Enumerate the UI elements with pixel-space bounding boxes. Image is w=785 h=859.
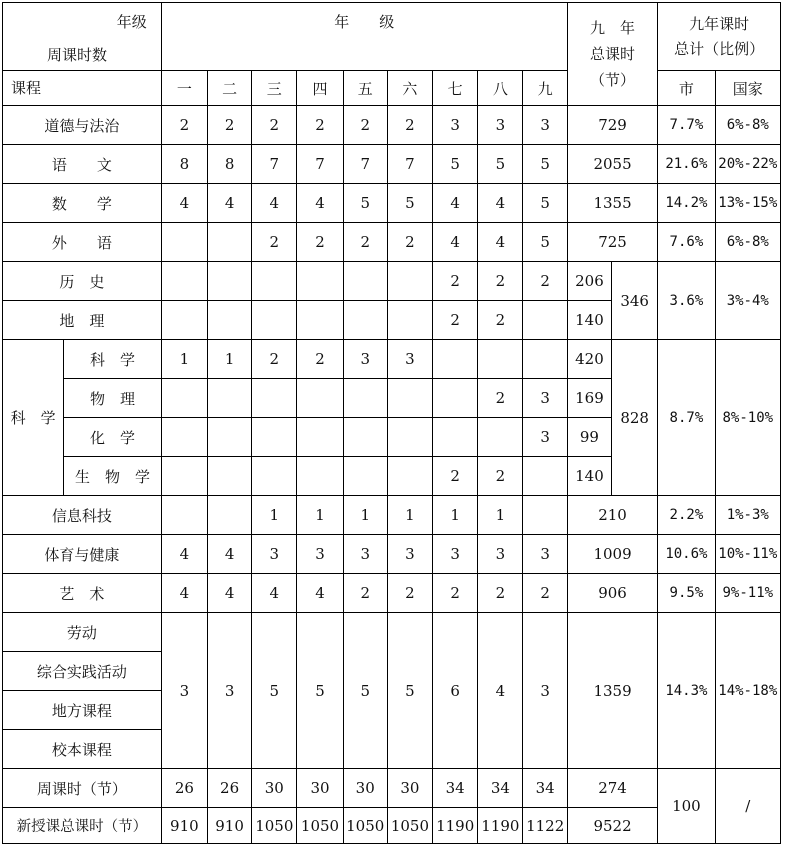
corner-course-label: 课程 [11,79,42,97]
nation-ratio: 8%-10% [715,340,780,496]
nation-header: 国家 [715,71,780,106]
cell: 5 [343,184,387,223]
nation-ratio: 3%-4% [715,262,780,340]
cell: 5 [387,613,432,769]
cell: 3 [433,106,478,145]
subtotal-cell: 206 [567,262,611,301]
ratio-header: 九年课时 总计（比例） [658,3,781,71]
cell: 2 [478,379,523,418]
cell: 3 [478,106,523,145]
cell: 8 [161,145,207,184]
cell [161,223,207,262]
cell: 5 [523,145,567,184]
science-group-label: 科 学 [3,340,64,496]
cell [387,379,432,418]
cell [433,379,478,418]
combined-total-cell: 828 [612,340,658,496]
table-row [3,262,781,301]
cell: 2 [478,301,523,340]
cell: 2 [343,223,387,262]
city-ratio: 7.6% [658,223,715,262]
cell [478,418,523,457]
course-name: 周课时（节） [3,769,162,808]
cell: 910 [161,808,207,844]
cell: 8 [207,145,251,184]
cell [387,457,432,496]
table-row [3,184,781,223]
cell [161,457,207,496]
curriculum-hours-table [2,2,781,844]
cell: 2 [523,262,567,301]
grade-2-header: 二 [207,71,251,106]
cell: 4 [478,613,523,769]
city-header: 市 [658,71,715,106]
cell: 3 [387,340,432,379]
subtotal-cell: 420 [567,340,611,379]
cell [207,379,251,418]
cell: 30 [297,769,343,808]
total-cell: 1359 [567,613,657,769]
cell: 5 [478,145,523,184]
cell [207,301,251,340]
city-ratio: 3.6% [658,262,715,340]
cell: 4 [478,184,523,223]
course-name: 生 物 学 [64,457,161,496]
cell: 3 [478,535,523,574]
cell [252,418,297,457]
cell [207,418,251,457]
cell: 30 [343,769,387,808]
cell: 3 [433,535,478,574]
cell: 5 [343,613,387,769]
cell [343,301,387,340]
cell: 26 [161,769,207,808]
grade-7-header: 七 [433,71,478,106]
nine-year-total-header: 九 年 总课时 （节） [567,3,657,106]
cell [207,457,251,496]
grade-9-header: 九 [523,71,567,106]
cell: 4 [252,574,297,613]
cell: 7 [297,145,343,184]
cell: 2 [387,574,432,613]
cell: 1 [161,340,207,379]
cell [478,340,523,379]
combined-total-cell: 346 [612,262,658,340]
cell: 3 [523,106,567,145]
grade-4-header: 四 [297,71,343,106]
course-name: 化 学 [64,418,161,457]
course-name: 艺 术 [3,574,162,613]
cell: 34 [478,769,523,808]
city-ratio: 100 [658,769,715,844]
cell: 5 [433,145,478,184]
cell [523,340,567,379]
cell [252,379,297,418]
nation-ratio: 1%-3% [715,496,780,535]
cell: 3 [343,340,387,379]
cell: 2 [387,223,432,262]
cell [161,301,207,340]
cell [343,418,387,457]
cell: 4 [252,184,297,223]
cell: 1 [343,496,387,535]
nation-ratio: 20%-22% [715,145,780,184]
cell: 2 [433,574,478,613]
cell: 5 [297,613,343,769]
cell: 30 [387,769,432,808]
cell: 4 [297,574,343,613]
cell: 4 [297,184,343,223]
table-row [3,574,781,613]
total-cell: 906 [567,574,657,613]
cell: 4 [207,184,251,223]
cell: 3 [387,535,432,574]
grade-8-header: 八 [478,71,523,106]
cell: 4 [433,223,478,262]
course-name: 综合实践活动 [3,652,162,691]
subtotal-cell: 169 [567,379,611,418]
cell: 2 [343,574,387,613]
city-ratio: 2.2% [658,496,715,535]
table-row [3,535,781,574]
cell: 3 [297,535,343,574]
cell: 2 [161,106,207,145]
city-ratio: 7.7% [658,106,715,145]
cell: 1050 [297,808,343,844]
cell [207,262,251,301]
subtotal-cell: 99 [567,418,611,457]
cell [161,418,207,457]
grade-6-header: 六 [387,71,432,106]
city-ratio: 21.6% [658,145,715,184]
cell: 30 [252,769,297,808]
cell: 3 [161,613,207,769]
cell: 2 [297,106,343,145]
cell: 2 [478,574,523,613]
cell: 2 [433,301,478,340]
total-cell: 725 [567,223,657,262]
total-cell: 274 [567,769,657,808]
cell: 5 [523,223,567,262]
cell: 4 [433,184,478,223]
cell [523,301,567,340]
cell: 1 [207,340,251,379]
cell: 2 [297,340,343,379]
nation-ratio: 14%-18% [715,613,780,769]
cell: 3 [252,535,297,574]
cell: 1122 [523,808,567,844]
city-ratio: 8.7% [658,340,715,496]
cell [523,457,567,496]
cell: 7 [343,145,387,184]
grade-1-header: 一 [161,71,207,106]
cell: 2 [207,106,251,145]
cell: 1190 [478,808,523,844]
corner-grade-label: 年级 [116,13,147,31]
cell: 2 [252,340,297,379]
cell: 3 [343,535,387,574]
cell [297,301,343,340]
cell: 3 [523,613,567,769]
cell [207,496,251,535]
cell: 2 [478,262,523,301]
course-name: 信息科技 [3,496,162,535]
nation-ratio: 6%-8% [715,106,780,145]
cell: 4 [161,535,207,574]
cell: 2 [523,574,567,613]
cell: 1 [252,496,297,535]
table-row [3,769,781,808]
cell: 2 [433,262,478,301]
cell: 1 [478,496,523,535]
table-row [3,496,781,535]
cell: 26 [207,769,251,808]
cell [161,262,207,301]
city-ratio: 9.5% [658,574,715,613]
cell: 2 [252,223,297,262]
cell [523,496,567,535]
nation-ratio: 6%-8% [715,223,780,262]
cell: 910 [207,808,251,844]
cell [252,301,297,340]
course-name: 历 史 [3,262,162,301]
cell: 1 [433,496,478,535]
total-cell: 729 [567,106,657,145]
cell [297,418,343,457]
cell: 4 [207,535,251,574]
city-ratio: 10.6% [658,535,715,574]
course-name: 道德与法治 [3,106,162,145]
cell: 1190 [433,808,478,844]
cell: 5 [387,184,432,223]
table-row [3,613,781,652]
city-ratio: 14.2% [658,184,715,223]
course-name: 地 理 [3,301,162,340]
cell: 1 [297,496,343,535]
cell: 1050 [343,808,387,844]
course-name: 体育与健康 [3,535,162,574]
cell: 5 [523,184,567,223]
diagonal-header-cell [3,3,162,97]
table-row [3,340,781,379]
table-row [3,145,781,184]
cell: 3 [523,379,567,418]
nation-ratio: / [715,769,780,844]
cell: 34 [523,769,567,808]
course-name: 新授课总课时（节） [3,808,162,844]
cell: 1050 [387,808,432,844]
course-name: 劳动 [3,613,162,652]
cell [161,379,207,418]
total-cell: 1009 [567,535,657,574]
cell: 1050 [252,808,297,844]
cell: 4 [161,184,207,223]
cell [343,379,387,418]
cell: 5 [252,613,297,769]
total-cell: 210 [567,496,657,535]
course-name: 校本课程 [3,730,162,769]
total-cell: 2055 [567,145,657,184]
nation-ratio: 9%-11% [715,574,780,613]
cell [207,223,251,262]
cell: 2 [297,223,343,262]
cell: 34 [433,769,478,808]
cell [387,262,432,301]
cell: 4 [478,223,523,262]
cell [252,262,297,301]
cell [433,418,478,457]
cell [387,418,432,457]
cell: 7 [252,145,297,184]
total-cell: 1355 [567,184,657,223]
total-cell: 9522 [567,808,657,844]
corner-hours-label: 周课时数 [47,46,108,64]
city-ratio: 14.3% [658,613,715,769]
grade-5-header: 五 [343,71,387,106]
cell: 7 [387,145,432,184]
cell [161,496,207,535]
table-row [3,223,781,262]
grade-3-header: 三 [252,71,297,106]
cell [343,262,387,301]
cell [297,457,343,496]
course-name: 数 学 [3,184,162,223]
cell [387,301,432,340]
table-row [3,106,781,145]
cell: 1 [387,496,432,535]
course-name: 物 理 [64,379,161,418]
cell [433,340,478,379]
course-name: 地方课程 [3,691,162,730]
cell: 2 [252,106,297,145]
cell: 4 [161,574,207,613]
cell [343,457,387,496]
grade-group-header: 年 级 [161,3,567,71]
cell: 6 [433,613,478,769]
cell [252,457,297,496]
nation-ratio: 10%-11% [715,535,780,574]
cell: 2 [387,106,432,145]
cell: 3 [523,535,567,574]
course-name: 外 语 [3,223,162,262]
cell: 3 [207,613,251,769]
cell: 2 [478,457,523,496]
subtotal-cell: 140 [567,301,611,340]
cell: 4 [207,574,251,613]
cell [297,379,343,418]
cell: 2 [343,106,387,145]
cell: 2 [433,457,478,496]
course-name: 科 学 [64,340,161,379]
cell: 3 [523,418,567,457]
cell [297,262,343,301]
course-name: 语 文 [3,145,162,184]
nation-ratio: 13%-15% [715,184,780,223]
subtotal-cell: 140 [567,457,611,496]
